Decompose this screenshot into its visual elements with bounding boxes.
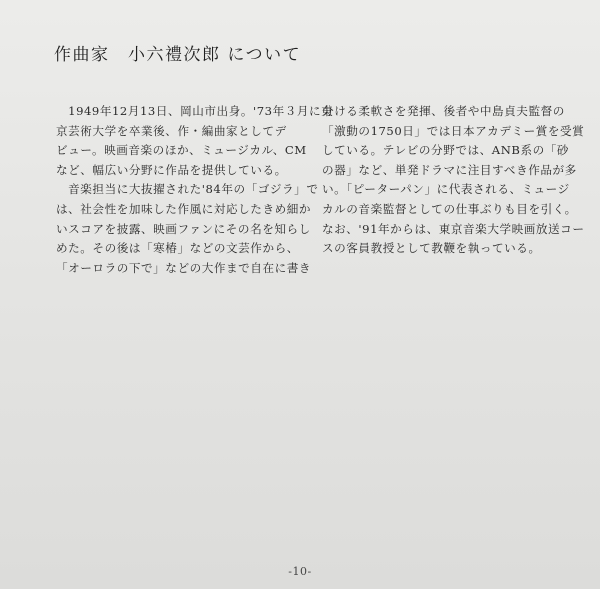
page-title: 作曲家 小六禮次郎 について bbox=[54, 45, 302, 65]
body-text-line: カルの音楽監督としての仕事ぶりも目を引く。 bbox=[322, 201, 577, 216]
body-text-line: など、幅広い分野に作品を提供している。 bbox=[56, 162, 287, 177]
body-text-line: めた。その後は「寒椿」などの文芸作から、 bbox=[56, 241, 299, 256]
body-column-right bbox=[322, 102, 585, 259]
body-text-line: 「オーロラの下で」などの大作まで自在に書き bbox=[56, 260, 312, 275]
body-text-line: 分ける柔軟さを発揮、後者や中島貞夫監督の bbox=[322, 104, 565, 118]
page-number: -10- bbox=[288, 565, 312, 578]
body-text-line: は、社会性を加味した作風に対応したきめ細か bbox=[56, 201, 312, 216]
body-text-line: 1949年12月13日、岡山市出身。'73年３月に東 bbox=[56, 104, 334, 118]
body-column-left bbox=[56, 102, 334, 278]
body-text-line: なお、'91年からは、東京音楽大学映画放送コー bbox=[322, 221, 585, 236]
body-text-line: 音楽担当に大抜擢された'84年の「ゴジラ」で bbox=[56, 182, 319, 197]
body-text-line: ビュー。映画音楽のほか、ミュージカル、CM bbox=[56, 143, 307, 158]
body-text-line: 京芸術大学を卒業後、作・編曲家としてデ bbox=[56, 123, 287, 138]
body-text-line: している。テレビの分野では、ANB系の「砂 bbox=[322, 143, 570, 158]
body-text-line: スの客員教授として教鞭を執っている。 bbox=[322, 241, 541, 256]
body-text-line: いスコアを披露、映画ファンにその名を知らし bbox=[56, 221, 311, 236]
body-text-line: い。「ピーターパン」に代表される、ミュージ bbox=[322, 182, 570, 197]
body-text-line: の器」など、単発ドラマに注目すべき作品が多 bbox=[322, 162, 577, 177]
body-text-line: 「激動の1750日」では日本アカデミー賞を受賞 bbox=[322, 123, 585, 138]
